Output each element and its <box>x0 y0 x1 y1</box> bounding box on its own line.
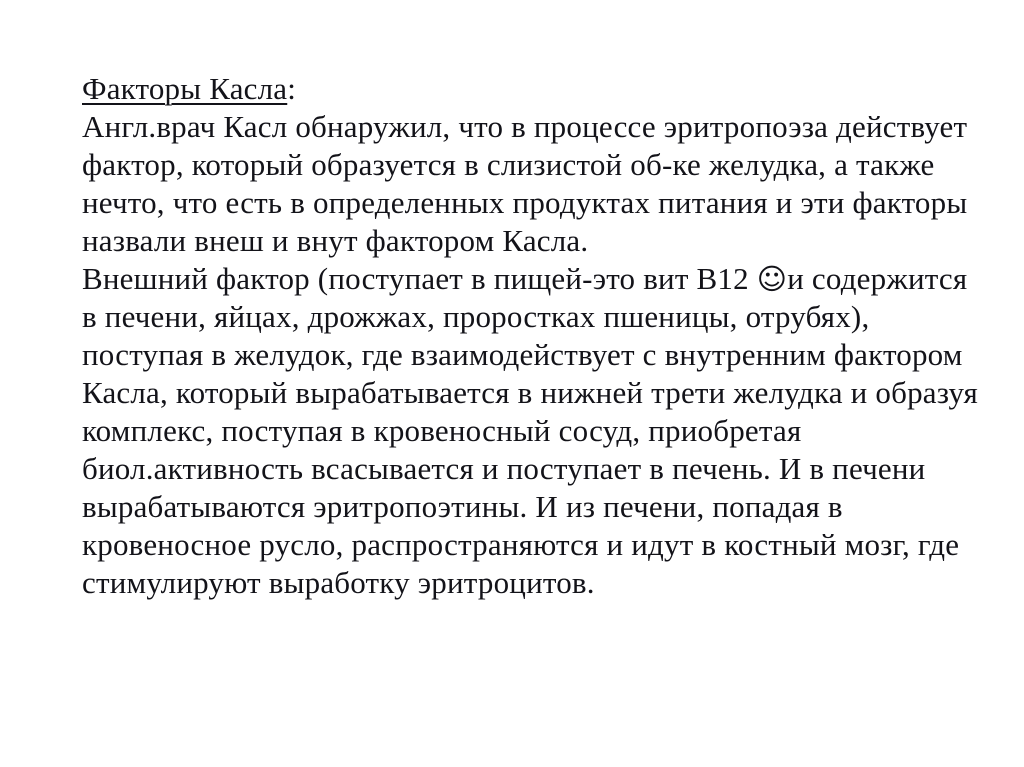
text-line-6: в печени, яйцах, дрожжах, проростках пшеницы, отрубях), <box>82 299 870 334</box>
smiley-line-before: Внешний фактор (поступает в пищей-это вит В12 <box>82 261 757 296</box>
text-line-10: биол.активность всасывается и поступает в печень. И в печени <box>82 451 926 486</box>
text-line-2: фактор, который образуется в слизистой об-ке желудка, а также <box>82 147 935 182</box>
smiley-line-after: и содержится <box>787 261 968 296</box>
text-line-7: поступая в желудок, где взаимодействует с внутренним фактором <box>82 337 963 372</box>
text-line-11: вырабатываются эритропоэтины. И из печени, попадая в <box>82 489 843 524</box>
slide-title <box>82 70 987 108</box>
text-line-4: назвали внеш и внут фактором Касла. <box>82 223 589 258</box>
text-line-12: кровеносное русло, распространяются и идут в костный мозг, где <box>82 527 960 562</box>
text-line-5 <box>82 260 987 298</box>
smiley-face-icon: ☺ <box>756 262 788 296</box>
text-line-1: Англ.врач Касл обнаружил, что в процессе эритропоэза действует <box>82 109 968 144</box>
text-line-9: комплекс, поступая в кровеносный сосуд, приобретая <box>82 413 802 448</box>
slide-title-colon: : <box>287 71 297 106</box>
text-line-8: Касла, который вырабатывается в нижней трети желудка и образуя <box>82 375 978 410</box>
slide-title-text: Факторы Касла <box>82 71 288 106</box>
text-line-3: нечто, что есть в определенных продуктах питания и эти факторы <box>82 185 968 220</box>
slide-text-block <box>82 70 987 602</box>
text-line-13: стимулируют выработку эритроцитов. <box>82 565 595 600</box>
